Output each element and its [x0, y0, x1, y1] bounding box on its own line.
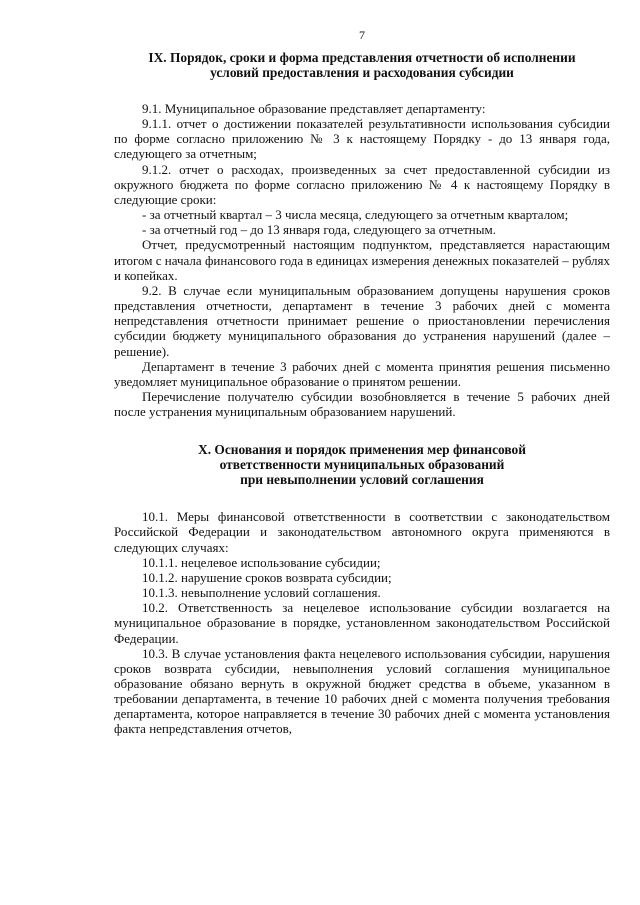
paragraph-10-1-1: 10.1.1. нецелевое использование субсидии; [142, 554, 381, 570]
section-x-title-line: X. Основания и порядок применения мер финансовой [198, 442, 526, 458]
paragraph-annual-deadline: - за отчетный год – до 13 января года, следующего за отчетным. [142, 222, 496, 238]
paragraph-9-2: 9.2. В случае если муниципальным образованием допущены нарушения сроков представления отчетности, департамент в течение 3 рабочих дней с момента непредставления отчетности принимает решение о приостановлении перечисления субсидии бюджету муниципального образования до устранения нарушений (далее – решение). [114, 282, 610, 359]
paragraph-9-1-2: 9.1.2. отчет о расходах, произведенных за счет предоставленной субсидии из окружного бюджета по форме согласно приложению № 4 к настоящему Порядку в следующие сроки: [114, 161, 610, 207]
section-ix-title-line: IX. Порядок, сроки и форма представления отчетности об исполнении [148, 50, 576, 65]
paragraph-transfer-resume: Перечисление получателю субсидии возобновляется в течение 5 рабочих дней после устранения муниципальным образованием нарушений. [114, 388, 610, 420]
paragraph-quarterly-deadline: - за отчетный квартал – 3 числа месяца, следующего за отчетным кварталом; [142, 207, 569, 223]
paragraph-10-1-3: 10.1.3. невыполнение условий соглашения. [142, 585, 381, 601]
section-x-title-line: при невыполнении условий соглашения [240, 472, 484, 488]
paragraph-department-notice: Департамент в течение 3 рабочих дней с момента принятия решения письменно уведомляет муниципальное образование о принятом решении. [114, 358, 610, 389]
section-x-title [114, 442, 610, 487]
section-ix-title [114, 50, 610, 80]
section-ix-body [114, 101, 610, 419]
section-ix-title-line: условий предоставления и расходования субсидии [210, 65, 514, 80]
paragraph-10-2: 10.2. Ответственность за нецелевое использование субсидии возлагается на муниципальное образование в порядке, установленном законодательством Российской Федерации. [114, 600, 610, 646]
section-x-body [114, 509, 610, 736]
page-number: 7 [359, 28, 365, 42]
paragraph-10-1-2: 10.1.2. нарушение сроков возврата субсидии; [142, 569, 392, 585]
section-x-title-line: ответственности муниципальных образований [219, 457, 505, 473]
paragraph-10-1: 10.1. Меры финансовой ответственности в соответствии с законодательством Российской Федерации и законодательством автономного округа применяются в следующих случаях: [114, 509, 610, 555]
paragraph-9-1: 9.1. Муниципальное образование представляет департаменту: [142, 101, 486, 116]
paragraph-9-1-1: 9.1.1. отчет о достижении показателей результативности использования субсидии по форме согласно приложению № 3 к настоящему Порядку - до 13 января года, следующего за отчетным; [114, 116, 610, 162]
paragraph-10-3: 10.3. В случае установления факта нецелевого использования субсидии, нарушения сроков возврата субсидии, невыполнения условий соглашения муниципальное образование обязано вернуть в окружной бюджет средства в объеме, указанном в требовании департамента, в течение 10 рабочих дней с момента получения требования департамента, которое направляется в течение 30 рабочих дней с момента установления факта непредставления отчетов, [114, 645, 610, 737]
paragraph-report-cumulative: Отчет, предусмотренный настоящим подпунктом, представляется нарастающим итогом с начала финансового года в единицах измерения денежных показателей – рублях и копейках. [114, 237, 610, 283]
